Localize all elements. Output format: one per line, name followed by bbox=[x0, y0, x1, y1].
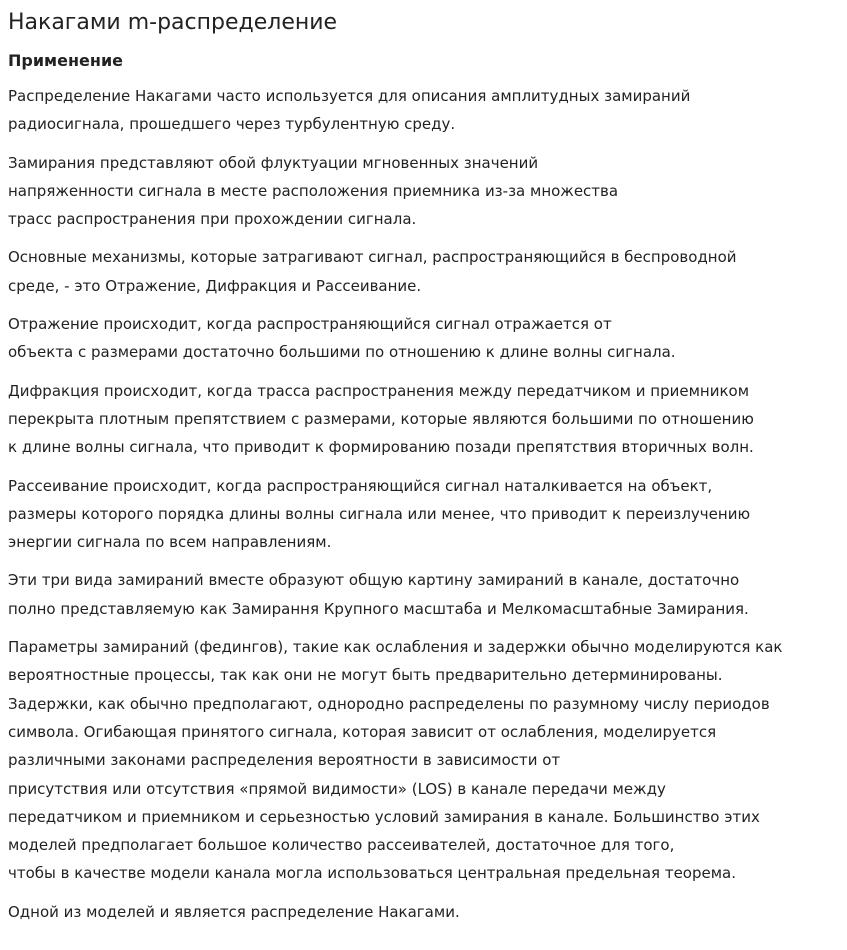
paragraph-line: передатчиком и приемником и серьезностью условий замирания в канале. Большинство этих bbox=[8, 807, 760, 826]
paragraph-line: символа. Огибающая принятого сигнала, которая зависит от ослабления, моделируется bbox=[8, 722, 717, 741]
paragraph-line: Замирания представляют обой флуктуации мгновенных значений bbox=[8, 153, 539, 172]
paragraph bbox=[8, 898, 839, 926]
paragraph bbox=[8, 472, 839, 557]
paragraph-line: среде, - это Отражение, Дифракция и Рассеивание. bbox=[8, 276, 422, 295]
paragraph-line: напряженности сигнала в месте расположения приемника из-за множества bbox=[8, 181, 619, 200]
paragraph-line: перекрыта плотным препятствием с размерами, которые являются большими по отношению bbox=[8, 409, 754, 428]
page-title: Накагами m-распределение bbox=[8, 10, 338, 35]
paragraph-line: Параметры замираний (федингов), такие как ослабления и задержки обычно моделируются как bbox=[8, 638, 783, 657]
paragraph-line: объекта с размерами достаточно большими по отношению к длине волны сигнала. bbox=[8, 343, 676, 362]
paragraph-line: размеры которого порядка длины волны сигнала или менее, что приводит к переизлучению bbox=[8, 504, 751, 523]
paragraph-line: чтобы в качестве модели канала могла использоваться центральная предельная теорема. bbox=[8, 864, 736, 883]
paragraph-line: Основные механизмы, которые затрагивают сигнал, распространяющийся в беспроводной bbox=[8, 248, 737, 267]
paragraph bbox=[8, 149, 839, 234]
paragraph-line: Распределение Накагами часто используется для описания амплитудных замираний bbox=[8, 87, 691, 105]
paragraph-line: трасс распространения при прохождении сигнала. bbox=[8, 210, 417, 229]
paragraph-line: присутствия или отсутствия «прямой видимости» (LOS) в канале передачи между bbox=[8, 779, 666, 798]
paragraph-line: радиосигнала, прошедшего через турбулентную среду. bbox=[8, 115, 456, 134]
paragraph-line: Эти три вида замираний вместе образуют общую картину замираний в канале, достаточно bbox=[8, 571, 740, 590]
paragraph-line: Задержки, как обычно предполагают, однородно распределены по разумному числу периодов bbox=[8, 694, 770, 713]
paragraph-line: полно представляемую как Замирання Крупного масштаба и Мелкомасштабные Замирания. bbox=[8, 599, 749, 618]
paragraph-line: Рассеивание происходит, когда распространяющийся сигнал наталкивается на объект, bbox=[8, 476, 713, 495]
paragraph bbox=[8, 82, 839, 139]
paragraph bbox=[8, 310, 839, 367]
document-body bbox=[8, 82, 839, 926]
paragraph bbox=[8, 377, 839, 462]
paragraph-line: Одной из моделей и является распределение Накагами. bbox=[8, 902, 460, 921]
paragraph-line: Отражение происходит, когда распространяющийся сигнал отражается от bbox=[8, 315, 612, 334]
paragraph bbox=[8, 566, 839, 623]
paragraph-line: моделей предполагает большое количество рассеивателей, достаточное для того, bbox=[8, 836, 675, 855]
paragraph bbox=[8, 243, 839, 300]
paragraph bbox=[8, 633, 839, 888]
paragraph-line: энергии сигнала по всем направлениям. bbox=[8, 533, 332, 552]
section-heading: Применение bbox=[8, 51, 124, 70]
paragraph-line: к длине волны сигнала, что приводит к формированию позади препятствия вторичных волн. bbox=[8, 438, 754, 457]
paragraph-line: вероятностные процессы, так как они не могут быть предварительно детерминированы. bbox=[8, 666, 723, 685]
paragraph-line: Дифракция происходит, когда трасса распространения между передатчиком и приемником bbox=[8, 381, 750, 400]
paragraph-line: различными законами распределения вероятности в зависимости от bbox=[8, 751, 561, 770]
